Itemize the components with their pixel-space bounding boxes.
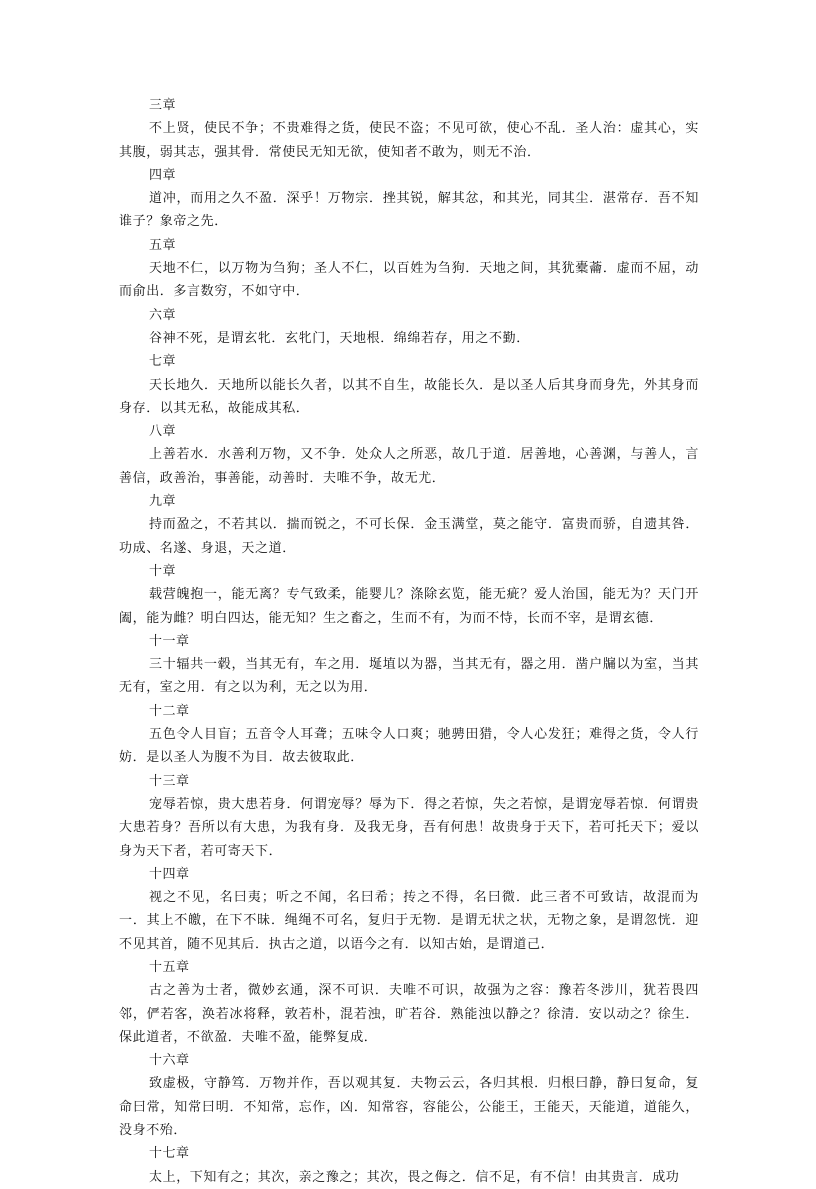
- chapter-text: 持而盈之，不若其以．揣而锐之，不可长保．金玉满堂，莫之能守．富贵而骄，自遗其咎．功成、名遂、身退，天之道．: [119, 517, 699, 556]
- chapter-text: 上善若水．水善利万物，又不争．处众人之所恶，故几于道．居善地，心善渊，与善人，言善信，政善治，事善能，动善时．夫唯不争，故无尤．: [119, 447, 699, 486]
- chapter-16: [119, 1049, 699, 1142]
- chapter-3: [119, 94, 699, 164]
- chapter-14: [119, 863, 699, 956]
- chapter-heading: 十五章: [149, 959, 190, 975]
- chapter-text: 致虚极，守静笃．万物并作，吾以观其复．夫物云云，各归其根．归根曰静，静曰复命，复命曰常，知常曰明．不知常，忘作，凶．知常容，容能公，公能王，王能天，天能道，道能久，没身不殆．: [119, 1076, 699, 1139]
- chapter-8: [119, 420, 699, 490]
- chapter-13: [119, 770, 699, 863]
- chapter-text: 五色令人目盲；五音令人耳聋；五味令人口爽；驰骋田猎，令人心发狂；难得之货，令人行妨．是以圣人为腹不为目．故去彼取此．: [119, 727, 699, 766]
- chapter-11: [119, 630, 699, 700]
- chapter-10: [119, 560, 699, 630]
- chapter-9: [119, 490, 699, 560]
- chapter-heading: 十二章: [149, 703, 190, 719]
- chapter-text: 古之善为士者，微妙玄通，深不可识．夫唯不可识，故强为之容：豫若冬涉川，犹若畏四邻，俨若客，涣若冰将释，敦若朴，混若浊，旷若谷．熟能浊以静之？徐清．安以动之？徐生．保此道者，不欲盈．夫唯不盈，能弊复成．: [119, 983, 699, 1045]
- chapter-text: 载营魄抱一，能无离？专气致柔，能婴儿？涤除玄览，能无疵？爱人治国，能无为？天门开阖，能为雌？明白四达，能无知？生之畜之，生而不有，为而不恃，长而不宰，是谓玄德．: [119, 587, 699, 626]
- chapter-7: [119, 350, 699, 420]
- chapter-heading: 四章: [149, 167, 177, 183]
- chapter-heading: 六章: [149, 307, 177, 323]
- chapter-text: 宠辱若惊，贵大患若身．何谓宠辱？辱为下．得之若惊，失之若惊，是谓宠辱若惊．何谓贵大患若身？吾所以有大患，为我有身．及我无身，吾有何患！故贵身于天下，若可托天下；爱以身为天下者，若可寄天下．: [119, 796, 699, 859]
- chapter-heading: 十七章: [149, 1146, 190, 1162]
- chapter-text: 道冲，而用之久不盈．深乎！万物宗．挫其锐，解其忿，和其光，同其尘．湛常存．吾不知谁子？象帝之先．: [119, 191, 699, 230]
- chapter-15: [119, 956, 699, 1049]
- chapter-heading: 十六章: [149, 1053, 190, 1069]
- chapter-heading: 十一章: [149, 633, 190, 649]
- chapter-12: [119, 700, 699, 770]
- chapter-heading: 三章: [149, 98, 177, 113]
- chapter-heading: 十章: [149, 563, 177, 579]
- chapter-heading: 八章: [149, 424, 177, 440]
- chapter-17: [119, 1142, 699, 1189]
- chapter-heading: 七章: [149, 354, 177, 370]
- document-page: [119, 94, 699, 1189]
- chapter-4: [119, 164, 699, 234]
- chapter-heading: 十三章: [149, 773, 190, 789]
- chapter-text: 不上贤，使民不争；不贵难得之货，使民不盗；不见可欲，使心不乱．圣人治：虚其心，实其腹，弱其志，强其骨．常使民无知无欲，使知者不敢为，则无不治．: [119, 121, 699, 160]
- chapter-text: 天长地久．天地所以能长久者，以其不自生，故能长久．是以圣人后其身而身先，外其身而身存．以其无私，故能成其私．: [119, 377, 699, 416]
- chapter-5: [119, 234, 699, 304]
- chapter-text: 谷神不死，是谓玄牝．玄牝门，天地根．绵绵若存，用之不勤．: [149, 330, 530, 346]
- chapter-heading: 九章: [149, 494, 177, 510]
- chapter-heading: 五章: [149, 237, 177, 253]
- chapter-text: 天地不仁，以万物为刍狗；圣人不仁，以百姓为刍狗．天地之间，其犹橐蘥．虚而不屈，动而俞出．多言数穷，不如守中．: [119, 261, 699, 300]
- chapter-heading: 十四章: [149, 866, 190, 882]
- chapter-6: [119, 304, 699, 351]
- chapter-text: 三十辐共一毂，当其无有，车之用．埏埴以为器，当其无有，器之用．凿户牖以为室，当其无有，室之用．有之以为利，无之以为用．: [119, 657, 699, 696]
- chapter-text: 太上，下知有之；其次，亲之豫之；其次，畏之侮之．信不足，有不信！由其贵言．成功: [149, 1169, 680, 1185]
- chapter-text: 视之不见，名曰夷；听之不闻，名曰希；抟之不得，名曰微．此三者不可致诘，故混而为一．其上不皦，在下不昧．绳绳不可名，复归于无物．是谓无状之状，无物之象，是谓忽恍．迎不见其首，随不见其后．执古之道，以语今之有．以知古始，是谓道己．: [119, 890, 699, 952]
